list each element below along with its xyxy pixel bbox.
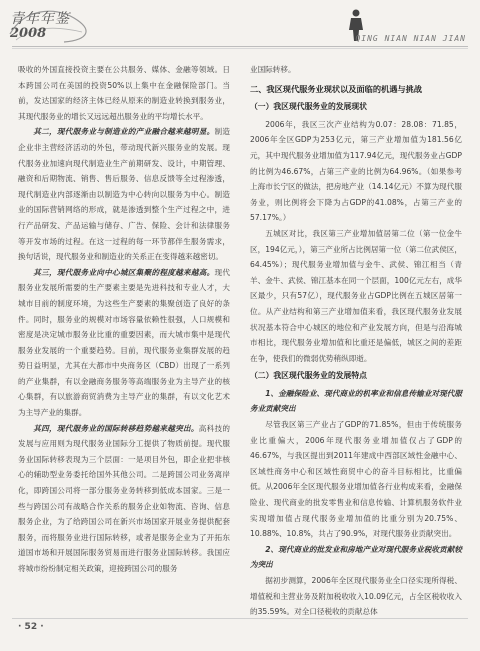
paragraph: 五城区对比，我区第三产业增加值居第二位（第一位金牛区，194亿元，），第三产业所占比例居第一位（第二位武侯区，64.45%）；现代服务业增加值与金牛、武侯、锦江相当（青羊、金牛、武侯、锦江基本在同一个层面，100亿元左右，成华区最少，只有57亿），现代服务业占GDP比例在五城区居第一位。从产业结构和第三产业增加值来看，我区现代服务业发展状况基本符合中心城区的地位和产业发展方向，但是与沿海城市相比，现代服务业增加值和比重还是偏低，城区之间的差距在争，使我们的微弱优势稍纵即逝。: [250, 228, 462, 363]
subsection-heading: （一）我区现代服务业的发展现状: [250, 102, 367, 112]
paragraph: 2006年，我区三次产业结构为0.07：28.08：71.85，2006年全区GDP为253亿元，第三产业增加值为181.56亿元，其中现代服务业增加值为117.94亿元，现代服务业占GDP的比例为46.67%，占第三产业的比例为64.96%。（如果参考上海市长宁区的做法，把房地产业（14.14亿元）不算为现代服务业，则比例将会下降为占GDP的41.08%，占第三产业的57.17%。）: [250, 119, 462, 223]
paragraph: 业国际转移。: [250, 65, 296, 74]
logo-title: 青年年鉴: [10, 11, 70, 27]
header-divider-thin: [12, 48, 468, 49]
paragraph-lead: 其四，现代服务业的国际转移趋势越来越突出。: [33, 423, 199, 433]
paragraph-body: 高科技的发展与应用则为现代服务业国际分工提供了物质前提。现代服务业国际转移表现为三个层面：一是项目外包，即企业把非核心的辅助型业务委托给国外其他公司。二是跨国公司业务离岸化，即跨国公司将一部分服务业务转移到低成本国家。三是一些与跨国公司有战略合作关系的服务企业如物流、咨询、信息服务企业，为了给跨国公司在新兴市场国家开展业务提供配套服务，而将服务业进行国际转移，或者是服务企业为了开拓东道国市场和开展国际服务贸易而进行服务业国际转移。我国应将城市纷纷制定相关政策，迎接跨国公司的服务: [18, 423, 231, 573]
paragraph: 吸收的外国直接投资主要在公共服务、媒体、金融等领域。日本跨国公司在美国的投资50%以上集中在金融保险部门。当前，发达国家的经济主体已经从原来的制造业转换到服务业，其现代服务业的增长又远远超出服务业的平均增长水平。: [18, 65, 230, 121]
point-heading: 1、金融保险业、现代商业的机率业和信息传输业对现代服务业贡献突出: [250, 388, 462, 414]
paragraph: [18, 265, 230, 421]
paragraph-lead: 其二，现代服务业与制造业的产业融合越来越明显。: [33, 127, 215, 137]
logo-year: 2008: [10, 26, 47, 41]
paragraph: 据初步测算，2006年全区现代服务业全口径实现所得税、增值税和主营业务及附加税收收入10.09亿元，占全区税收收入的35.59%。对全口径税收的贡献总体: [250, 576, 462, 617]
right-column: [250, 62, 462, 620]
paragraph-body: 现代服务业发展所需要的生产要素主要是先进科技和专业人才，大城市目前的制度环境，为这些生产要素的集聚创造了良好的条件。同时，服务业的规模对市场容量依赖性很强，人口规模和密度是决定城市服务业比重的重要因素，而大城市集中是现代服务业发展的一个重要趋势。目前，现代服务业集群发展的趋势日益明显，尤其在大都市中央商务区（CBD）出现了一系列的产业集群，有以金融商务服务等高端服务业为主导产业的核心集群，有以旅游商贸消费为主导产业的集群，有以文化艺术为主导产业的集群。: [18, 267, 231, 418]
paragraph-body: 制造企业非主营经济活动的外包，带动现代新兴服务业的发展。现代服务业加速向现代制造业生产前期研发、设计，中期管理、融资和后期物流、销售、售后服务、信息反馈等全过程渗透，现代制造业内部逐渐由以制造为中心转向以服务为中心。制造业的国际营销网络的形成，就是渗透到整个生产过程之中，进行产品研发、产品运输与储存、广告、保险、会计和法律服务等开发市场的过程。在这一过程的每一环节都伴生服务需求，换句话说，现代服务业和制造业的关系正在变得越来越密切。: [18, 127, 231, 262]
header-divider: [12, 46, 468, 47]
paragraph: 尽管我区第三产业占了GDP的71.85%，但由于传统服务业比重偏大，2006年现代服务业增加值仅占了GDP的46.67%，与我区提出到2011年建成中西部区域性金融中心、区域性商务中心和区域性商贸中心的奋斗目标相比，比重偏低。从2006年全区现代服务业增加值各行业构成来看，金融保险业、现代商业的批发零售业和信息传输、计算机服务软件业实现增加值占现代服务业增加值的比重分别为20.75%、10.88%、10.8%，共占了90.9%，对现代服务业贡献突出。: [250, 420, 462, 539]
subsection-heading: （二）我区现代服务业的发展特点: [250, 371, 367, 381]
header-running-title: QING NIAN NIAN JIAN: [355, 34, 466, 43]
page-number: · 52 ·: [18, 622, 44, 632]
paragraph: [18, 124, 230, 264]
point-heading: 2、现代商业的批发业和房地产业对现代服务业税收贡献较为突出: [250, 544, 462, 570]
footer-divider: [12, 618, 468, 619]
paragraph: [18, 421, 230, 577]
paragraph-lead: 其三，现代服务业向中心城区集聚的程度越来越高。: [33, 267, 215, 277]
left-column: [18, 62, 230, 577]
page-header: [0, 0, 480, 58]
section-heading: 二、我区现代服务业现状以及面临的机遇与挑战: [250, 83, 422, 94]
